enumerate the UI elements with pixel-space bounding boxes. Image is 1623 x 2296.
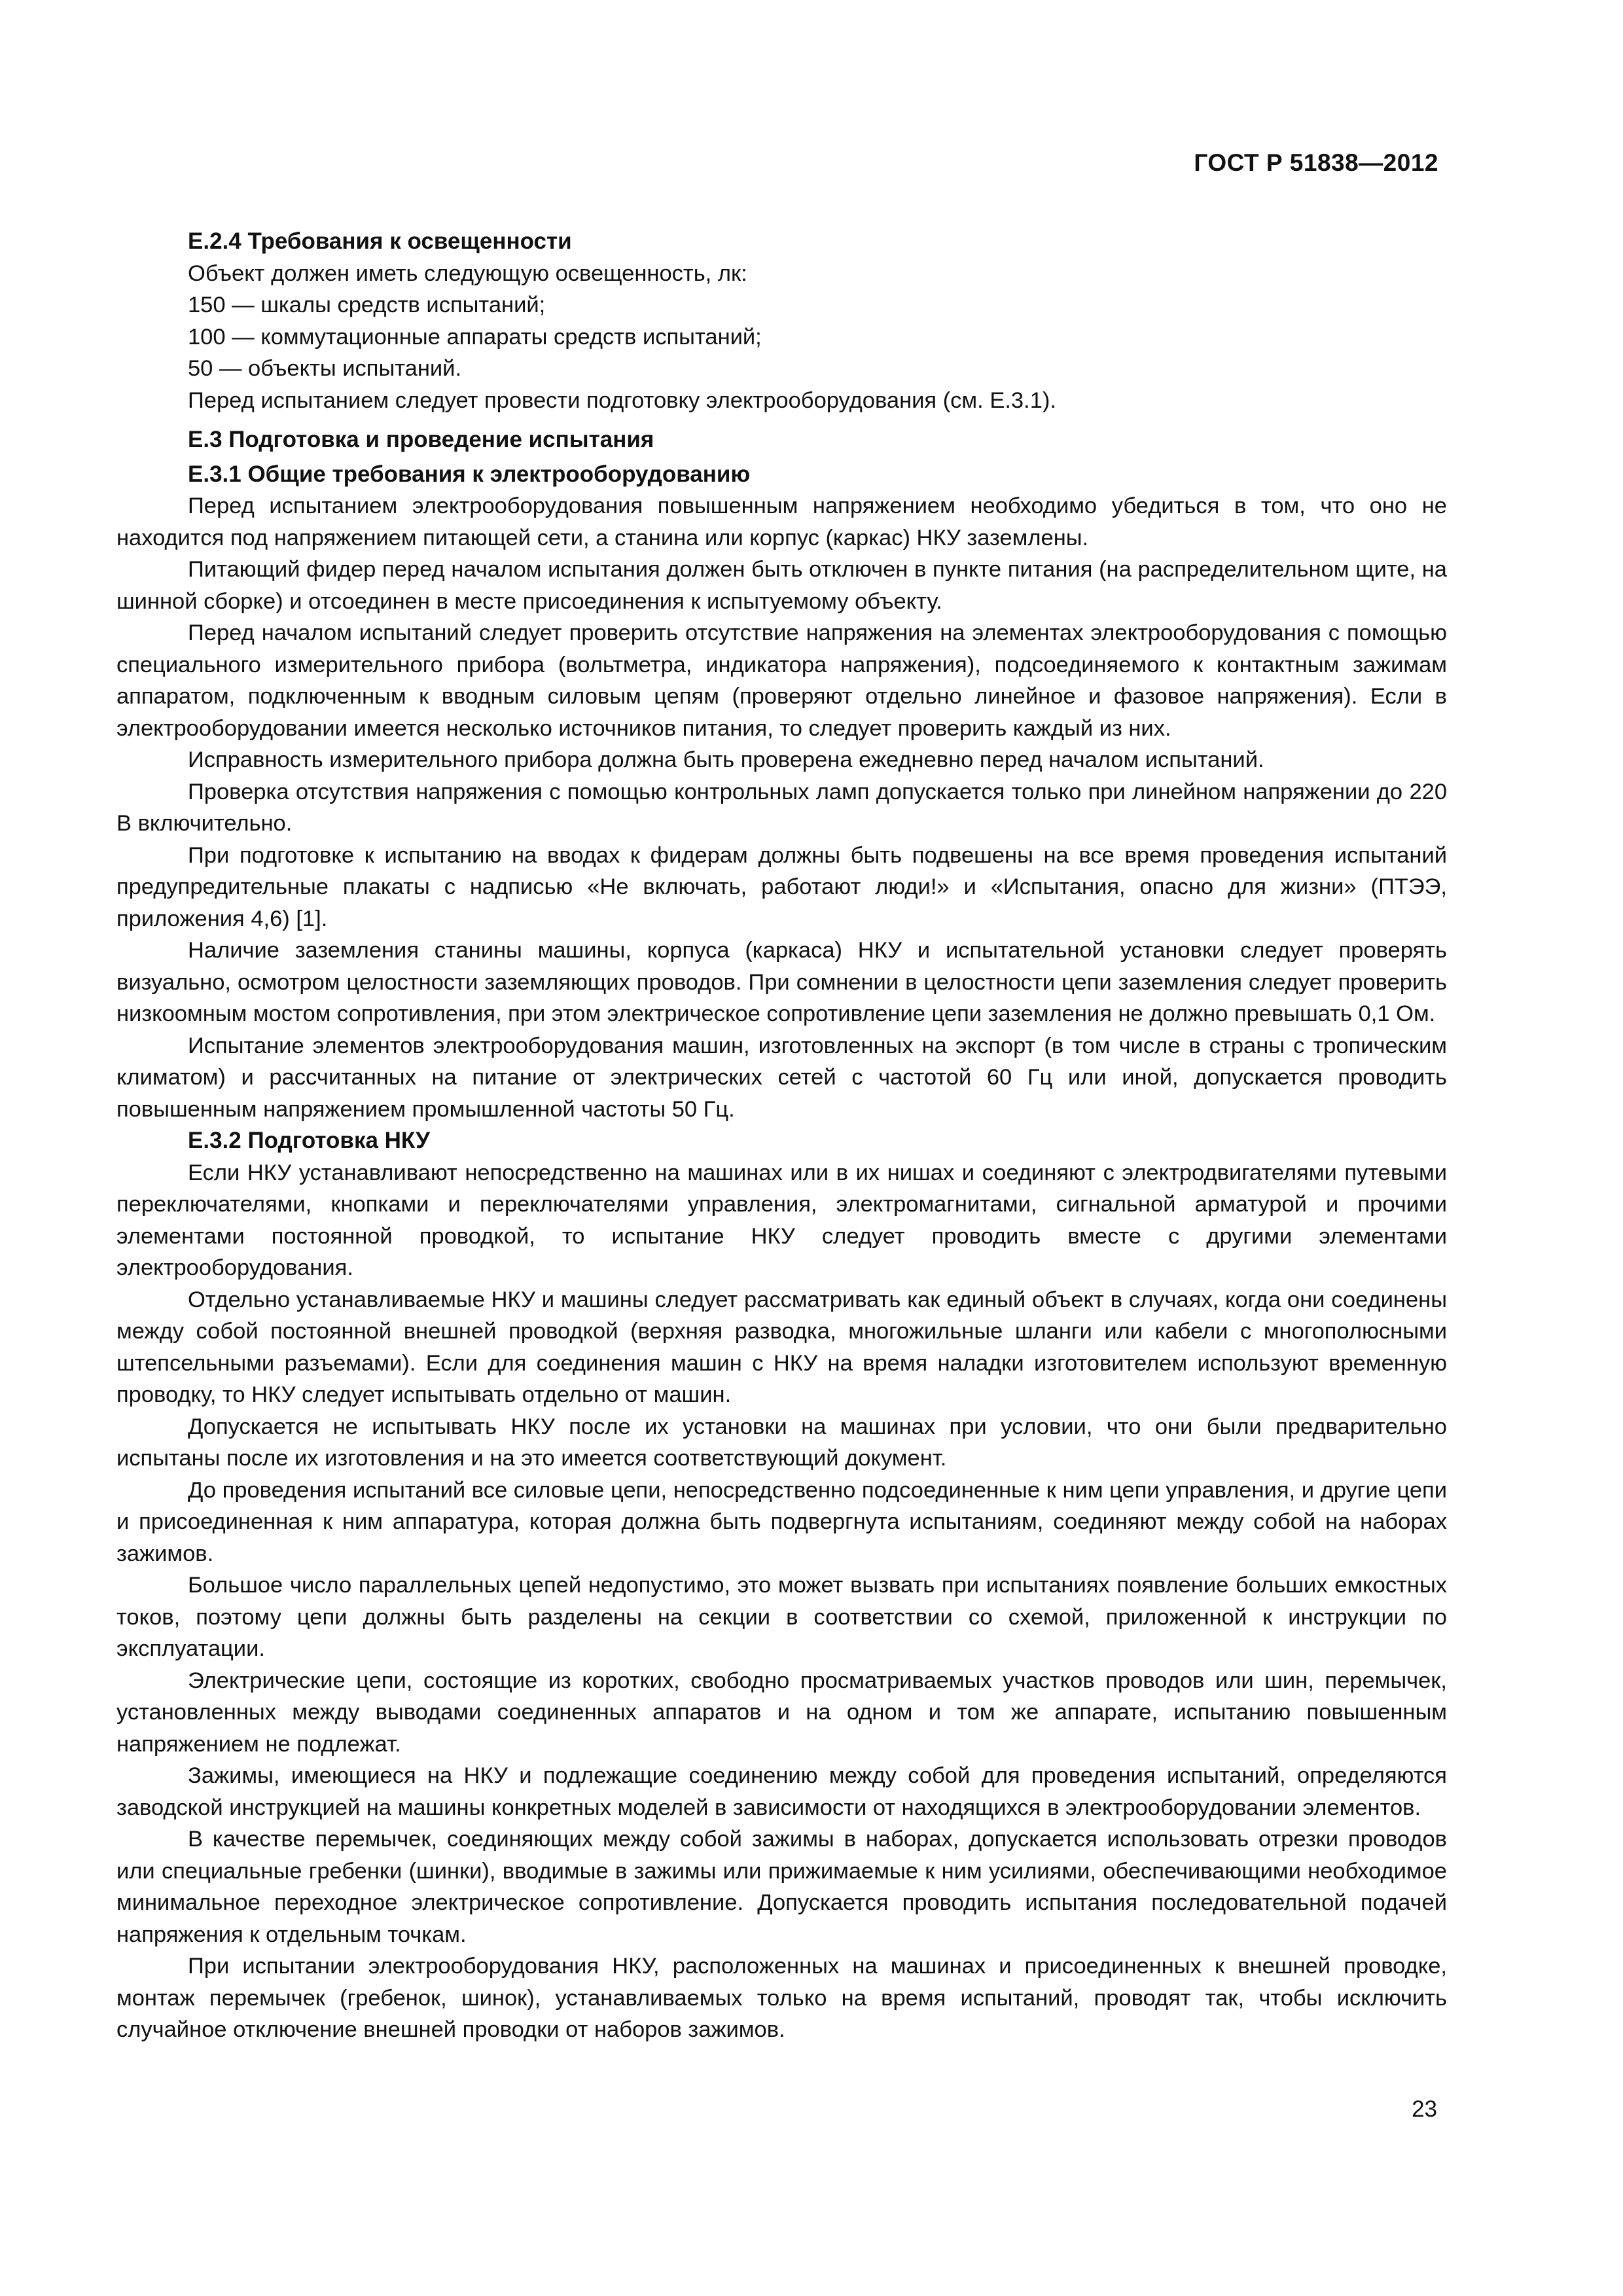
section-e32-paragraph: При испытании электрооборудования НКУ, расположенных на машинах и присоединенных к внешней проводке, монтаж перемычек (гребенок, шинок), устанавливаемых только на время испытаний, проводят так, чтобы исключить случайное отключение внешней проводки от наборов зажимов. (116, 1954, 1447, 2042)
section-e24-line: Перед испытанием следует провести подготовку электрооборудования (см. Е.3.1). (188, 387, 1056, 413)
section-e24-line: 150 — шкалы средств испытаний; (188, 293, 546, 317)
section-e31-paragraph: Перед началом испытаний следует проверить отсутствие напряжения на элементах электрооборудования с помощью специального измерительного прибора (вольтметра, индикатора напряжения), подсоединяемого к контактным зажимам аппаратом, подключенным к вводным силовым цепям (проверяют отдельно линейное и фазовое напряжения). Если в электрооборудовании имеется несколько источников питания, то следует проверить каждый из них. (116, 620, 1447, 741)
document-header-id: ГОСТ Р 51838—2012 (1194, 149, 1438, 176)
section-e32-paragraph: В качестве перемычек, соединяющих между собой зажимы в наборах, допускается использовать отрезки проводов или специальные гребенки (шинки), вводимые в зажимы или прижимаемые к ним усилиями, обеспечивающими необходимое минимальное переходное электрическое сопротивление. Допускается проводить испытания последовательной подачей напряжения к отдельным точкам. (116, 1827, 1447, 1947)
page-number: 23 (1412, 2096, 1437, 2122)
section-e32-paragraph: Электрические цепи, состоящие из коротких, свободно просматриваемых участков проводов или шин, перемычек, установленных между выводами соединенных аппаратов и на одном и том же аппарате, испытанию повышенным напряжением не подлежат. (116, 1668, 1447, 1757)
section-e31-paragraph: Питающий фидер перед началом испытания должен быть отключен в пункте питания (на распределительном щите, на шинной сборке) и отсоединен в месте присоединения к испытуемому объекту. (116, 557, 1447, 614)
section-e31-paragraph: Проверка отсутствия напряжения с помощью контрольных ламп допускается только при линейном напряжении до 220 В включительно. (116, 779, 1447, 836)
section-e32-paragraph: Зажимы, имеющиеся на НКУ и подлежащие соединению между собой для проведения испытаний, определяются заводской инструкцией на машины конкретных моделей в зависимости от находящихся в электрооборудовании элементов. (116, 1763, 1447, 1820)
section-e3-title: Е.3 Подготовка и проведение испытания (188, 427, 654, 452)
section-e31-paragraph: Наличие заземления станины машины, корпуса (каркаса) НКУ и испытательной установки следует проверять визуально, осмотром целостности заземляющих проводов. При сомнении в целостности цепи заземления следует проверить низкоомным мостом сопротивления, при этом электрическое сопротивление цепи заземления не должно превышать 0,1 Ом. (116, 938, 1447, 1026)
section-e32-paragraph: До проведения испытаний все силовые цепи, непосредственно подсоединенные к ним цепи управления, и другие цепи и присоединенная к ним аппаратура, которая должна быть подвергнута испытаниям, соединяют между собой на наборах зажимов. (116, 1477, 1447, 1566)
section-e32-paragraph: Большое число параллельных цепей недопустимо, это может вызвать при испытаниях появление больших емкостных токов, поэтому цепи должны быть разделены на секции в соответствии со схемой, приложенной к инструкции по эксплуатации. (116, 1573, 1447, 1661)
section-e32-title: Е.3.2 Подготовка НКУ (188, 1128, 430, 1153)
section-e31-paragraph: Перед испытанием электрооборудования повышенным напряжением необходимо убедиться в том, что оно не находится под напряжением питающей сети, а станина или корпус (каркас) НКУ заземлены. (116, 493, 1447, 550)
section-e31-paragraph: Испытание элементов электрооборудования машин, изготовленных на экспорт (в том числе в страны с тропическим климатом) и рассчитанных на питание от электрических сетей с частотой 60 Гц или иной, допускается проводить повышенным напряжением промышленной частоты 50 Гц. (116, 1033, 1447, 1122)
section-e32-paragraph: Если НКУ устанавливают непосредственно на машинах или в их нишах и соединяют с электродвигателями путевыми переключателями, кнопками и переключателями управления, электромагнитами, сигнальной арматурой и прочими элементами постоянной проводкой, то испытание НКУ следует проводить вместе с другими элементами электрооборудования. (116, 1160, 1447, 1280)
section-e31-title: Е.3.1 Общие требования к электрооборудованию (188, 461, 751, 487)
section-e31-paragraph: Исправность измерительного прибора должна быть проверена ежедневно перед началом испытаний. (188, 747, 1264, 772)
document-body (116, 226, 1447, 2046)
section-e31-paragraph: При подготовке к испытанию на вводах к фидерам должны быть подвешены на все время проведения испытаний предупредительные плакаты с надписью «Не включать, работают люди!» и «Испытания, опасно для жизни» (ПТЭЭ, приложения 4,6) [1]. (116, 842, 1447, 931)
section-e32-paragraph: Отдельно устанавливаемые НКУ и машины следует рассматривать как единый объект в случаях, когда они соединены между собой постоянной внешней проводкой (верхняя разводка, многожильные шланги или кабели с многополюсными штепсельными разъемами). Если для соединения машин с НКУ на время наладки изготовителем используют временную проводку, то НКУ следует испытывать отдельно от машин. (116, 1287, 1447, 1407)
section-e24-line: Объект должен иметь следующую освещенность, лк: (188, 260, 747, 286)
section-e24-line: 50 — объекты испытаний. (188, 356, 462, 381)
section-e32-paragraph: Допускается не испытывать НКУ после их установки на машинах при условии, что они были предварительно испытаны после их изготовления и на это имеется соответствующий документ. (116, 1414, 1447, 1471)
section-e24-title: Е.2.4 Требования к освещенности (188, 228, 572, 254)
section-e24-line: 100 — коммутационные аппараты средств испытаний; (188, 324, 762, 350)
